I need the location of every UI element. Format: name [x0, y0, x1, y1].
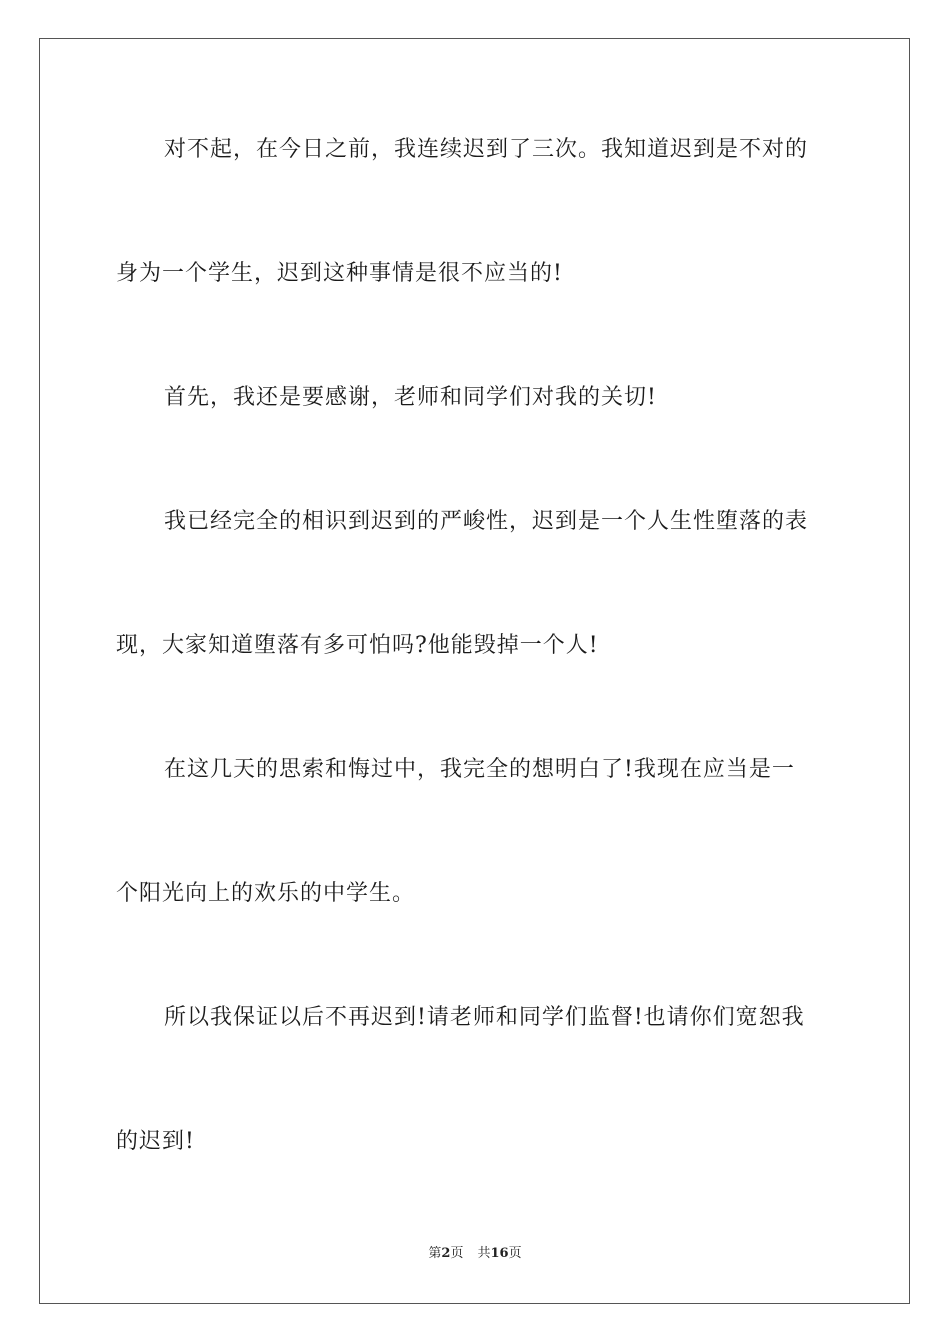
paragraph-3-line-1: 我已经完全的相识到迟到的严峻性，迟到是一个人生性堕落的表 — [164, 509, 809, 534]
paragraph-3-line-2: 现，大家知道堕落有多可怕吗?他能毁掉一个人! — [116, 633, 599, 658]
paragraph-1-line-1: 对不起，在今日之前，我连续迟到了三次。我知道迟到是不对的 — [164, 137, 809, 162]
paragraph-2-line-1: 首先，我还是要感谢，老师和同学们对我的关切! — [164, 385, 657, 410]
paragraph-5-line-2: 的迟到! — [116, 1129, 195, 1154]
paragraph-5-line-1: 所以我保证以后不再迟到!请老师和同学们监督!也请你们宽恕我 — [164, 1005, 805, 1030]
total-pages: 16 — [490, 1246, 509, 1261]
paragraph-1-line-2: 身为一个学生，迟到这种事情是很不应当的! — [116, 261, 563, 286]
total-suffix: 页 — [508, 1246, 522, 1261]
page-prefix: 第 — [428, 1246, 442, 1261]
page-number: 2 — [441, 1246, 451, 1261]
paragraph-4-line-1: 在这几天的思索和悔过中，我完全的想明白了!我现在应当是一 — [164, 757, 795, 782]
page-footer — [0, 1245, 950, 1263]
total-prefix: 共 — [477, 1246, 491, 1261]
page-suffix: 页 — [450, 1246, 464, 1261]
page-frame — [39, 38, 910, 1304]
paragraph-4-line-2: 个阳光向上的欢乐的中学生。 — [116, 881, 416, 906]
